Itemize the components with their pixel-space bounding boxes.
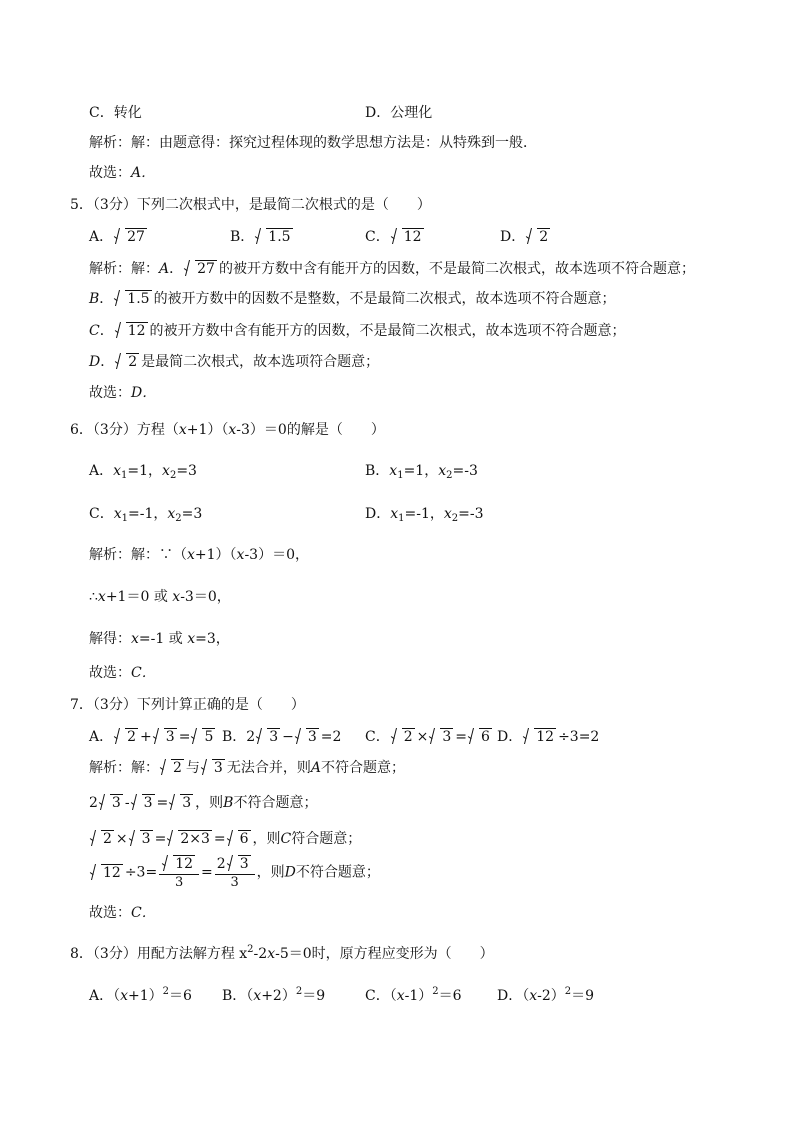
q7-analysis-line-2: 2 3 - 3 = 3 ，则B不符合题意； — [89, 795, 318, 811]
q6-option-d: D．$x_1=-1$，$x_2=-3$ — [365, 506, 484, 524]
q5-analysis-line-3: C． 12 的被开方数中含有能开方的因数，不是最简二次根式，故本选项不符合题意； — [89, 323, 626, 339]
q5-analysis-line-2: B． 1.5 的被开方数中的因数不是整数，不是最简二次根式，故本选项不符合题意； — [89, 291, 616, 307]
q6-stem: 6．（3分）方程（x+1）（x-3）＝0的解是（ ） — [70, 422, 385, 438]
q7-option-a: A． 2 + 3 = 5 — [89, 729, 214, 745]
q8-option-b: B．$(x+2)^2=9$ — [222, 986, 326, 1004]
q4-option-d: D．公理化 — [365, 105, 433, 121]
q5-option-c: C． 12 — [365, 229, 422, 245]
q6-option-a: A．$x_1=1$，$x_2=3$ — [89, 463, 197, 481]
q4-analysis: 解析：解：由题意得：探究过程体现的数学思想方法是：从特殊到一般． — [89, 135, 537, 151]
q7-analysis-line-1: 解析：解： 2 与 3 无法合并，则A不符合题意； — [89, 760, 405, 776]
q7-analysis-line-4: 12 ÷3= $\frac{12}{3}$ = $\frac{2 3}{3}$ ，则D不符合题意； — [89, 854, 380, 891]
q7-option-b: B．2 3 − 3 =2 — [222, 729, 342, 745]
q8-stem: 8．（3分）用配方法解方程 $x^2-2x-5=0$时，原方程应变形为（ ） — [70, 944, 494, 962]
q6-option-c: C．$x_1=-1$，$x_2=3$ — [89, 506, 203, 524]
q5-analysis-line-4: D． 2 是最简二次根式，故本选项符合题意； — [89, 354, 380, 370]
q7-answer: 故选：C． — [89, 905, 156, 921]
q5-option-a: A． 27 — [89, 229, 145, 245]
q5-option-b: B． 1.5 — [230, 229, 291, 245]
q6-analysis-line-1: 解析：解：∵（x+1）（x-3）＝0， — [89, 547, 309, 563]
q5-stem: 5．（3分）下列二次根式中，是最简二次根式的是（ ） — [70, 197, 431, 213]
q5-option-d: D． 2 — [500, 229, 549, 245]
q5-analysis-line-1: 解析：解：A． 27 的被开方数中含有能开方的因数，不是最简二次根式，故本选项不符合题意； — [89, 261, 695, 277]
q7-stem: 7．（3分）下列计算正确的是（ ） — [70, 697, 305, 713]
q4-option-c: C．转化 — [89, 105, 142, 121]
q5-answer: 故选：D． — [89, 385, 157, 401]
q7-option-c: C． 2 × 3 = 6 — [365, 729, 490, 745]
q6-answer: 故选：C． — [89, 665, 156, 681]
q6-option-b: B．$x_1=1$，$x_2=-3$ — [365, 463, 478, 481]
q7-analysis-line-3: 2 × 3 = 2×3 = 6 ，则C符合题意； — [89, 829, 361, 849]
q8-option-d: D．$(x-2)^2=9$ — [497, 986, 595, 1004]
q6-analysis-line-3: 解得：x=-1 或 x=3， — [89, 631, 230, 647]
q8-option-c: C．$(x-1)^2=6$ — [365, 986, 462, 1004]
q6-analysis-line-2: ∴x+1＝0 或 x-3＝0， — [89, 589, 231, 605]
q4-answer: 故选：A． — [89, 165, 156, 181]
q7-option-d: D． 12 ÷3=2 — [497, 729, 600, 745]
q8-option-a: A．$(x+1)^2=6$ — [89, 986, 192, 1004]
